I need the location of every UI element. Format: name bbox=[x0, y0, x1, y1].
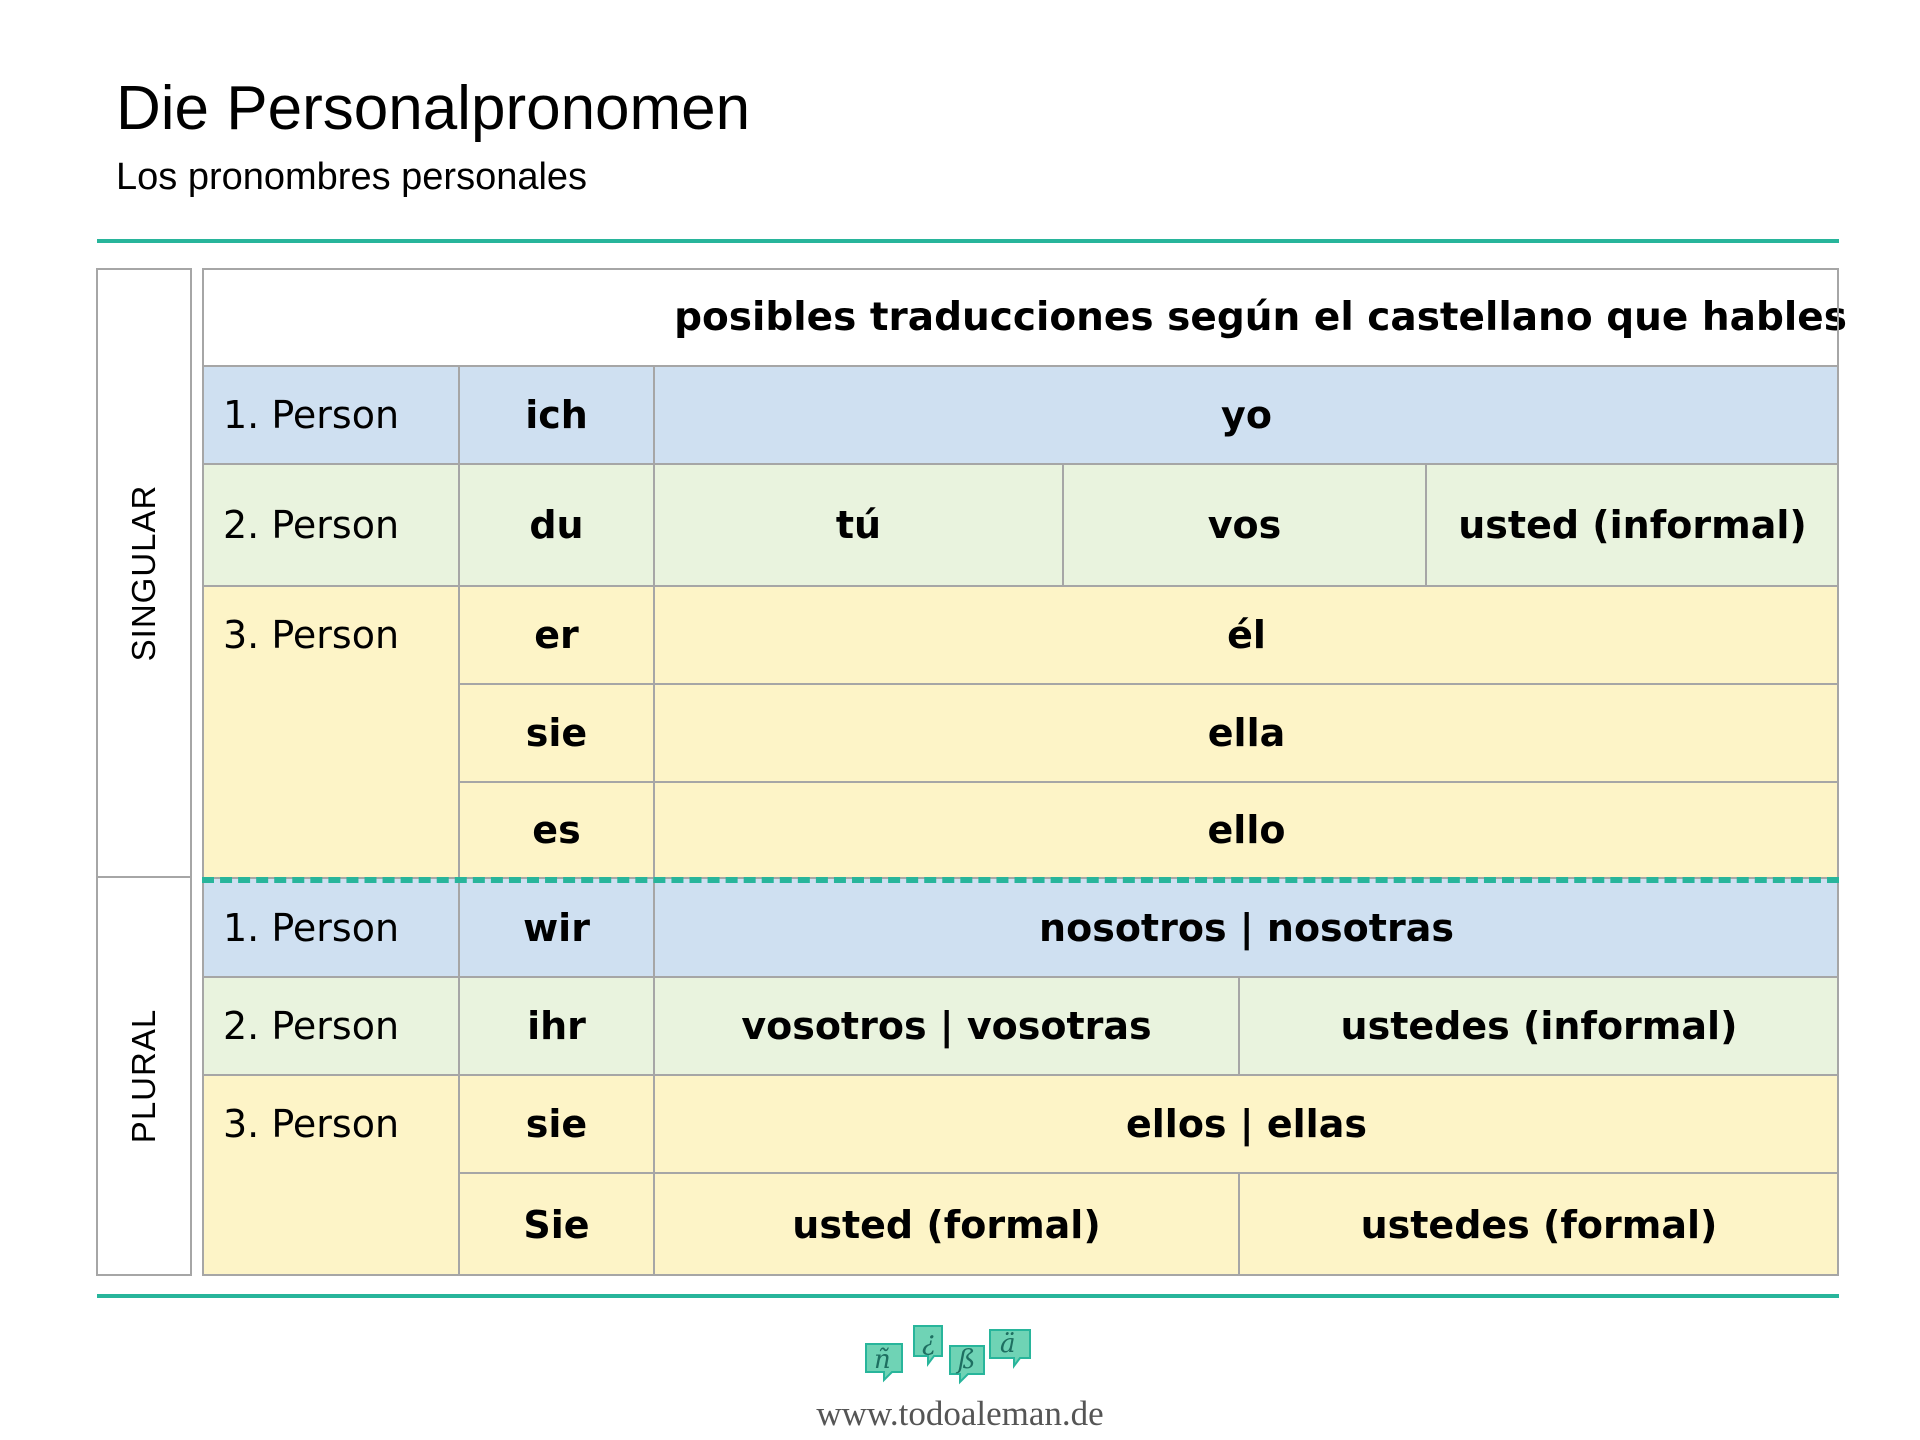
todoaleman-logo-icon bbox=[862, 1318, 1038, 1390]
footer-url: www.todoaleman.de bbox=[816, 1394, 1104, 1433]
plural-3-person-label: 3. Person bbox=[202, 1075, 459, 1276]
singular-1-person-label: 1. Person bbox=[202, 366, 459, 464]
plural-3-pronoun-sie: sie bbox=[459, 1075, 654, 1173]
singular-3-translation-ello: ello bbox=[654, 782, 1839, 878]
plural-2-person-label: 2. Person bbox=[202, 977, 459, 1075]
svg-text:¿: ¿ bbox=[922, 1327, 936, 1357]
plural-2-pronoun: ihr bbox=[459, 977, 654, 1075]
plural-1-pronoun: wir bbox=[459, 878, 654, 977]
bottom-divider bbox=[97, 1294, 1839, 1298]
singular-2-translation-tu: tú bbox=[654, 464, 1063, 586]
svg-text:ß: ß bbox=[958, 1345, 976, 1375]
plural-side-label bbox=[96, 876, 192, 1276]
singular-label: SINGULAR bbox=[125, 484, 162, 662]
plural-1-person-label: 1. Person bbox=[202, 878, 459, 977]
singular-3-pronoun-er: er bbox=[459, 586, 654, 684]
page-title: Die Personalpronomen bbox=[116, 74, 751, 143]
singular-3-pronoun-es: es bbox=[459, 782, 654, 878]
singular-2-pronoun: du bbox=[459, 464, 654, 586]
singular-side-label bbox=[96, 268, 192, 878]
svg-text:ñ: ñ bbox=[874, 1345, 891, 1375]
singular-3-pronoun-sie: sie bbox=[459, 684, 654, 782]
singular-3-translation-ella: ella bbox=[654, 684, 1839, 782]
singular-plural-divider bbox=[202, 877, 1839, 883]
singular-2-translation-usted: usted (informal) bbox=[1426, 464, 1839, 586]
plural-2-translation-ustedes: ustedes (informal) bbox=[1239, 977, 1839, 1075]
singular-3-translation-el: él bbox=[654, 586, 1839, 684]
plural-label: PLURAL bbox=[125, 1008, 162, 1144]
singular-2-translation-vos: vos bbox=[1063, 464, 1426, 586]
plural-3-translation-ustedes-formal: ustedes (formal) bbox=[1239, 1173, 1839, 1276]
svg-text:ä: ä bbox=[1000, 1329, 1016, 1359]
plural-1-translation: nosotros | nosotras bbox=[654, 878, 1839, 977]
singular-1-pronoun: ich bbox=[459, 366, 654, 464]
plural-3-translation-ellos: ellos | ellas bbox=[654, 1075, 1839, 1173]
plural-3-pronoun-Sie: Sie bbox=[459, 1173, 654, 1276]
plural-3-translation-usted-formal: usted (formal) bbox=[654, 1173, 1239, 1276]
singular-2-person-label: 2. Person bbox=[202, 464, 459, 586]
page-subtitle: Los pronombres personales bbox=[116, 156, 588, 198]
singular-1-translation: yo bbox=[654, 366, 1839, 464]
top-divider bbox=[97, 239, 1839, 243]
table-header: posibles traducciones según el castellano que hables bbox=[202, 268, 1839, 366]
plural-2-translation-vosotros: vosotros | vosotras bbox=[654, 977, 1239, 1075]
singular-3-person-label: 3. Person bbox=[202, 586, 459, 878]
